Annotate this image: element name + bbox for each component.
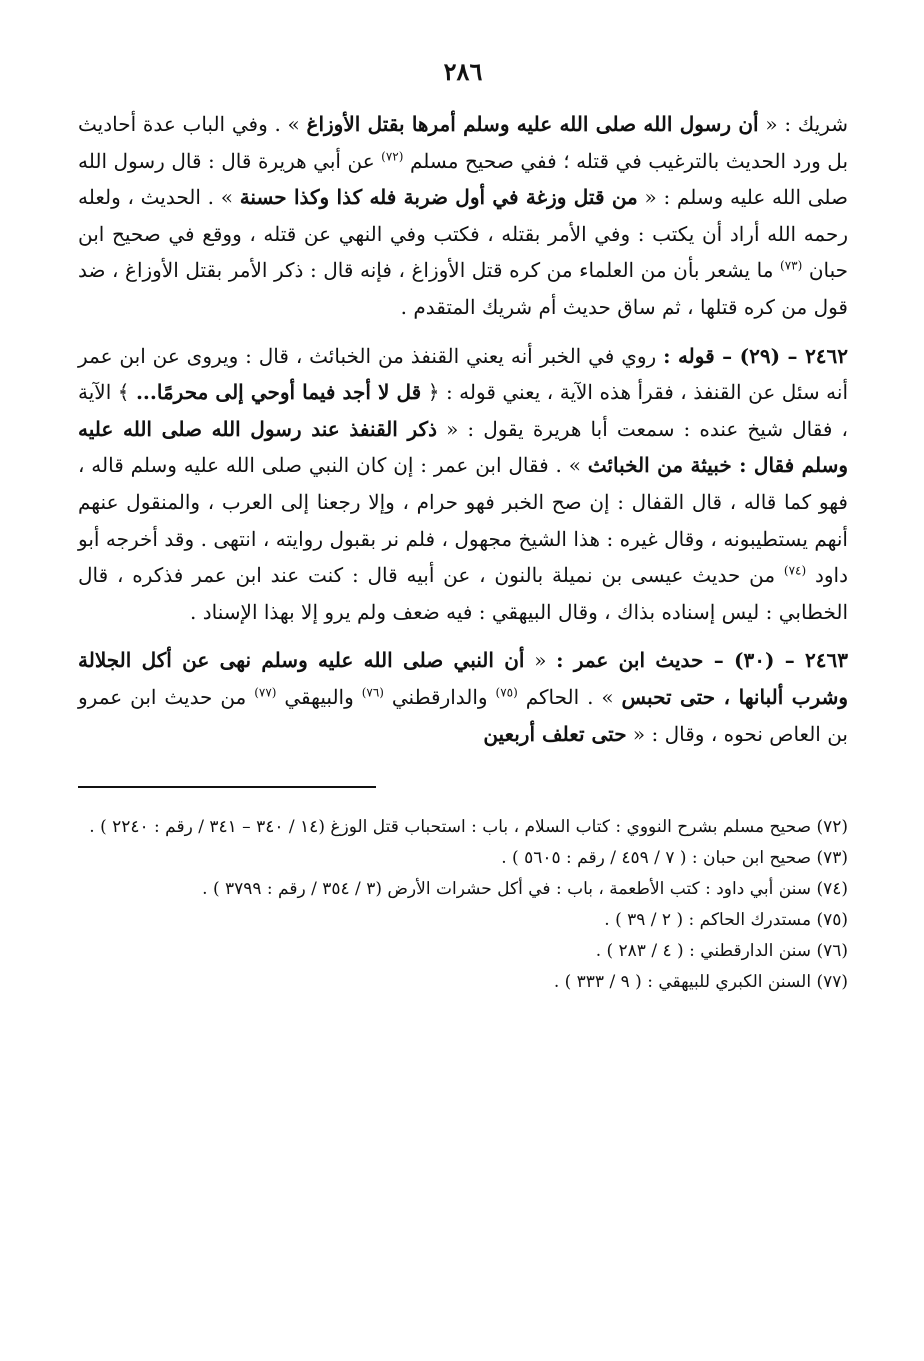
p3-text-c: » . الحاكم (525, 684, 614, 709)
p2-text-e: » . فقال ابن عمر : إن كان النبي صلى الله عليه وسلم قاله ، فهو كما قاله ، قال القفال : إن صح الخبر فهو حرام ، وإلا رجعنا إلى العرب ، والمنقول عنهم أنهم يستطيبونه ، وقال غيره : هذا الشيخ مجهول ، فلم نر بقبول روايته ، انتهى . وقد أخرجه أبو داود (78, 453, 848, 588)
p2-heading: ٢٤٦٢ – (٢٩) – قوله : (663, 343, 849, 368)
p2-hadith-text: ذكر القنفذ عند رسول الله صلى الله عليه وسلم فقال : خبيثة من الخبائث (78, 416, 849, 478)
p1-hadith-text: أن رسول الله صلى الله عليه وسلم أمرها بقتل الأوزاغ (306, 112, 759, 136)
paragraph-3 (78, 642, 848, 752)
p3-hadith-text-2: حتى تعلف أربعين (483, 721, 627, 746)
paragraph-1 (78, 106, 848, 326)
p2-text-f: من حديث عيسى بن نميلة بالنون ، عن أبيه قال : كنت عند ابن عمر فذكره ، قال الخطابي : ليس إسناده بذاك ، وقال البيهقي : فيه ضعف ولم يرو إلا بهذا الإسناد . (78, 563, 848, 624)
p3-text-f: من حديث ابن عمرو بن العاص نحوه ، وقال : « (78, 684, 848, 746)
footnote-ref-76[interactable]: (٧٦) (361, 685, 384, 700)
p3-text-a: « (534, 648, 547, 673)
footnote-76: (٧٦) سنن الدارقطني : ( ٤ / ٢٨٣ ) . (595, 941, 848, 962)
page-number: ٢٨٦ (443, 57, 483, 86)
footnote-ref-75[interactable]: (٧٥) (495, 685, 518, 700)
p1-hadith-text-2: من قتل وزغة في أول ضربة فله كذا وكذا حسنة (239, 185, 638, 210)
footnote-divider (78, 786, 376, 788)
p1-text-d: عن أبي هريرة قال : قال رسول الله صلى الله عليه وسلم : « (78, 148, 849, 210)
p1-text-c: » . وفي الباب عدة أحاديث بل ورد الحديث بالترغيب في قتله ؛ ففي صحيح مسلم (78, 112, 849, 173)
p3-text-e: والبيهقي (284, 684, 354, 709)
footnote-ref-73[interactable]: (٧٣) (780, 258, 803, 273)
p1-text-g: ما يشعر بأن من العلماء من كره قتل الأوزاغ ، فإنه قال : ذكر الأمر بقتل الأوزاغ ، ضد قول من كره قتلها ، ثم ساق حديث أم شريك المتقدم . (78, 258, 848, 319)
p2-text-a: روي في الخبر أنه يعني القنفذ من الخبائث ، قال : ويروى عن ابن عمر أنه سئل عن القنفذ ، فقرأ هذه الآية ، يعني قوله : ﴿ (78, 343, 849, 405)
footnote-ref-74[interactable]: (٧٤) (783, 563, 807, 578)
footnote-73: (٧٣) صحيح ابن حبان : ( ٧ / ٤٥٩ / رقم : ٥٦٠٥ ) . (501, 848, 848, 869)
p3-text-d: والدارقطني (391, 684, 488, 709)
p3-hadith-text: أن النبي صلى الله عليه وسلم نهى عن أكل الجلالة وشرب ألبانها ، حتى تحبس (78, 648, 849, 709)
document-page (78, 56, 848, 1346)
footnotes (78, 812, 848, 998)
p3-heading: ٢٤٦٣ – (٣٠) – حديث ابن عمر : (556, 648, 848, 673)
footnote-77: (٧٧) السنن الكبري للبيهقي : ( ٩ / ٣٣٣ ) . (553, 972, 848, 993)
p2-quran-verse: قل لا أجد فيما أوحي إلى محرمًا... (135, 380, 422, 405)
footnote-ref-72[interactable]: (٧٢) (381, 148, 404, 163)
footnote-ref-77[interactable]: (٧٧) (254, 685, 277, 700)
paragraph-2 (78, 338, 848, 631)
footnote-74: (٧٤) سنن أبي داود : كتب الأطعمة ، باب : في أكل حشرات الأرض (٣ / ٣٥٤ / رقم : ٣٧٩٩ ) . (202, 879, 848, 900)
p1-text-f: » . الحديث ، ولعله رحمه الله أراد أن يكتب : وفي الأمر بقتله ، فكتب وفي النهي عن قتله ، ووقع في صحيح ابن حبان (78, 185, 848, 283)
footnote-75: (٧٥) مستدرك الحاكم : ( ٢ / ٣٩ ) . (604, 910, 848, 931)
footnote-72: (٧٢) صحيح مسلم بشرح النووي : كتاب السلام ، باب : استحباب قتل الوزغ (١٤ / ٣٤٠ – ٣٤١ / رقم : ٢٢٤٠ ) . (89, 817, 848, 838)
p2-text-c: ﴾ الآية ، فقال شيخ عنده : سمعت أبا هريرة يقول : « (78, 380, 848, 441)
p1-text-a: شريك : « (765, 112, 848, 136)
